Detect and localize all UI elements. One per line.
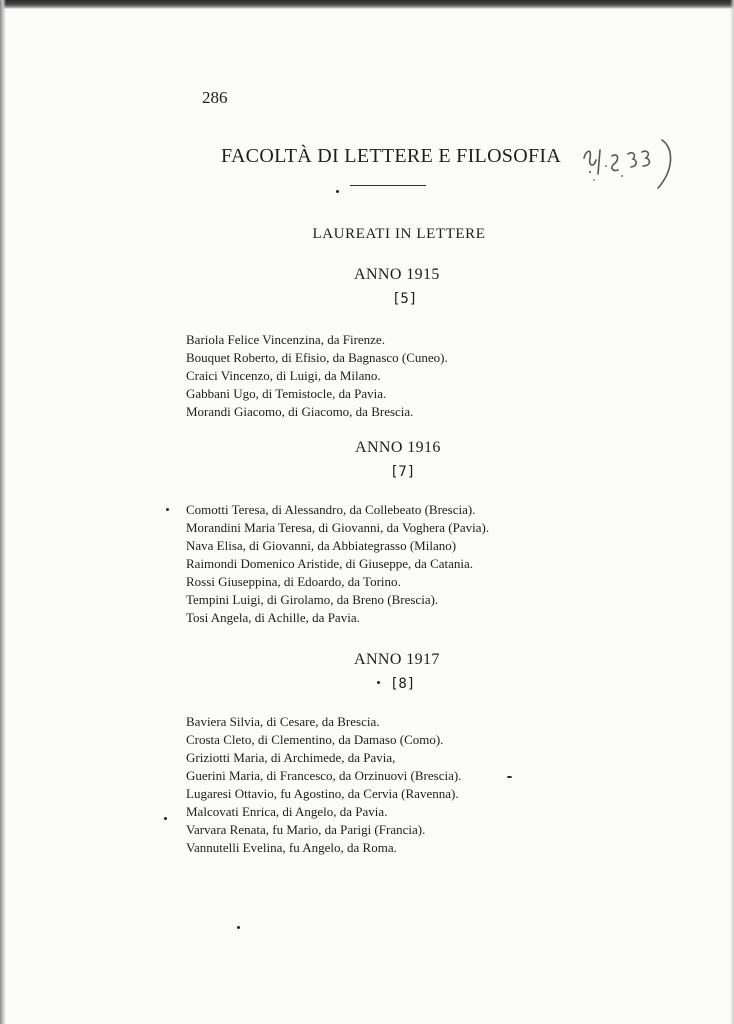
list-item: Griziotti Maria, di Archimede, da Pavia, — [186, 750, 396, 765]
list-item: Tosi Angela, di Achille, da Pavia. — [186, 610, 360, 625]
list-item: Raimondi Domenico Aristide, di Giuseppe, da Catania. — [186, 556, 474, 571]
graduate-count: [8] — [390, 676, 416, 692]
graduate-list — [186, 713, 461, 857]
year-heading: ANNO 1916 — [355, 439, 441, 456]
list-item: Craici Vincenzo, di Luigi, da Milano. — [186, 368, 381, 383]
list-item: Nava Elisa, di Giovanni, da Abbiategrasso (Milano) — [186, 538, 457, 553]
scan-speck — [166, 508, 169, 511]
graduate-list — [186, 331, 448, 421]
list-item: Bariola Felice Vincenzina, da Firenze. — [186, 332, 385, 347]
scan-speck — [507, 776, 512, 778]
list-item: Tempini Luigi, di Girolamo, da Breno (Brescia). — [186, 592, 439, 607]
graduate-count: [7] — [390, 464, 416, 480]
graduate-list — [186, 501, 489, 627]
year-heading: ANNO 1917 — [354, 651, 440, 668]
list-item: Vannutelli Evelina, fu Angelo, da Roma. — [186, 840, 397, 855]
handwritten-annotation — [578, 136, 688, 192]
section-heading — [0, 226, 734, 243]
list-item: Rossi Giuseppina, di Edoardo, da Torino. — [186, 574, 401, 589]
list-item: Crosta Cleto, di Clementino, da Damaso (Como). — [186, 732, 444, 747]
page-number: 286 — [202, 88, 228, 107]
faculty-title: FACOLTÀ DI LETTERE E FILOSOFIA — [221, 145, 562, 167]
list-item: Bouquet Roberto, di Efisio, da Bagnasco (Cuneo). — [186, 350, 448, 365]
scan-top-edge — [0, 0, 734, 9]
scan-speck — [336, 190, 339, 193]
year-heading: ANNO 1915 — [354, 266, 440, 283]
list-item: Comotti Teresa, di Alessandro, da Collebeato (Brescia). — [186, 502, 476, 517]
scan-speck — [377, 681, 380, 684]
list-item: Guerini Maria, di Francesco, da Orzinuovi (Brescia). — [186, 768, 462, 783]
section-heading-text: LAUREATI IN LETTERE — [312, 226, 486, 242]
list-item: Morandi Giacomo, di Giacomo, da Brescia. — [186, 404, 414, 419]
list-item: Morandini Maria Teresa, di Giovanni, da Voghera (Pavia). — [186, 520, 490, 535]
title-rule — [350, 185, 426, 186]
list-item: Varvara Renata, fu Mario, da Parigi (Francia). — [186, 822, 426, 837]
scan-left-edge — [0, 0, 6, 1024]
list-item: Gabbani Ugo, di Temistocle, da Pavia. — [186, 386, 387, 401]
scan-speck — [237, 926, 240, 929]
scan-speck — [164, 817, 167, 820]
list-item: Lugaresi Ottavio, fu Agostino, da Cervia (Ravenna). — [186, 786, 459, 801]
list-item: Baviera Silvia, di Cesare, da Brescia. — [186, 714, 380, 729]
list-item: Malcovati Enrica, di Angelo, da Pavia. — [186, 804, 388, 819]
graduate-count: [5] — [392, 291, 418, 307]
scan-right-edge — [730, 0, 734, 1024]
